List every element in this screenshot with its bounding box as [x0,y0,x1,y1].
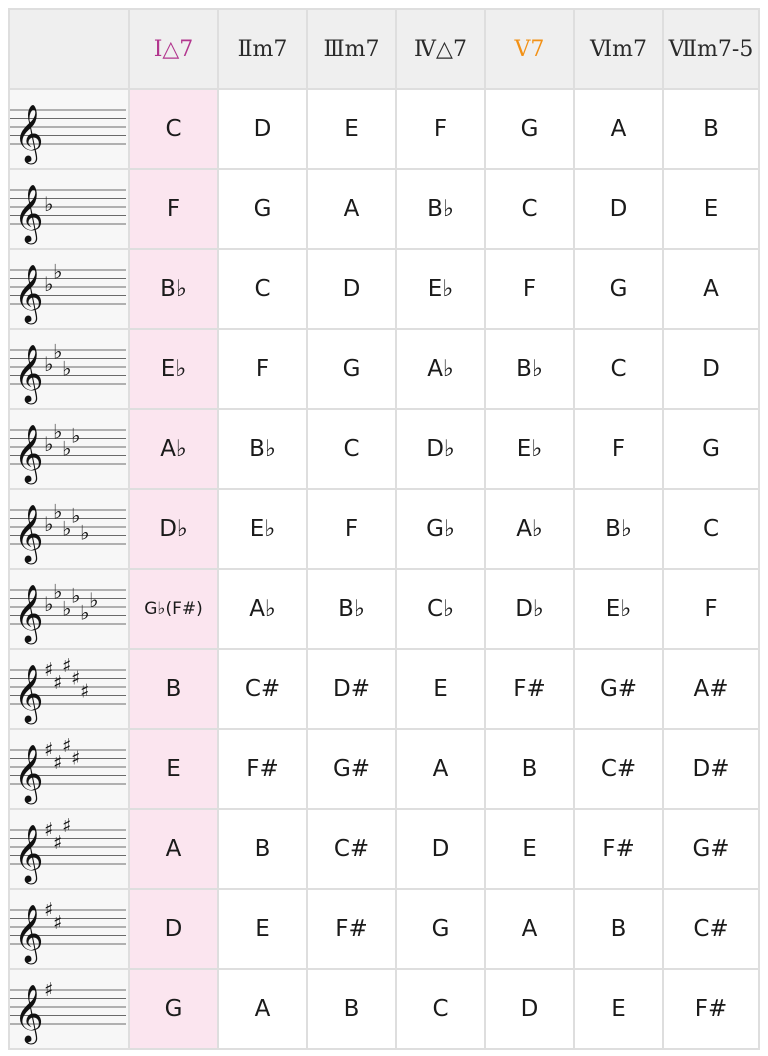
tonic-chord-cell: E [129,729,218,809]
tonic-chord-cell: G♭(F#) [129,569,218,649]
treble-clef-icon: 𝄞 [14,264,44,322]
key-signature-cell [9,809,129,889]
chord-cell: G [396,889,485,969]
degree-header-5: Ⅴ7 [485,9,574,89]
chord-cell: G [663,409,759,489]
key-signature-cell [9,969,129,1049]
tonic-chord-cell: G [129,969,218,1049]
chord-cell: A [663,249,759,329]
chord-cell: E [485,809,574,889]
chord-cell: G [218,169,307,249]
chord-cell: F [574,409,663,489]
chord-cell: B [307,969,396,1049]
sharp-accidental-icon: ♯ [44,659,54,681]
sharp-accidental-icon: ♯ [62,654,72,677]
tonic-chord-cell: A [129,809,218,889]
table-body [9,89,759,1049]
treble-clef-icon: 𝄞 [14,984,44,1042]
staff-icon [10,652,126,726]
chord-cell: E [663,169,759,249]
staff-icon [10,572,126,646]
flat-accidental-icon: ♭ [71,423,81,448]
sharp-accidental-icon: ♯ [71,747,81,770]
treble-clef-icon: 𝄞 [14,184,44,242]
chord-cell: G# [574,649,663,729]
sharp-accidental-icon: ♯ [62,814,72,837]
sharp-accidental-icon: ♯ [44,899,54,921]
staff-icon [10,812,126,886]
staff-icon [10,892,126,966]
chord-cell: G [485,89,574,169]
sharp-accidental-icon: ♯ [62,734,72,757]
chord-cell: A [396,729,485,809]
chord-cell: F [307,489,396,569]
chord-cell: B♭ [307,569,396,649]
chord-cell: D# [663,729,759,809]
chord-cell: F# [307,889,396,969]
flat-accidental-icon: ♭ [44,272,54,296]
flat-accidental-icon: ♭ [53,259,63,284]
chord-cell: C [485,169,574,249]
chord-cell: F [218,329,307,409]
chord-cell: E♭ [218,489,307,569]
chord-cell: B♭ [218,409,307,489]
staff-icon [10,332,126,406]
treble-clef-icon: 𝄞 [14,504,44,562]
degree-header-3: Ⅲm7 [307,9,396,89]
chord-cell: A [218,969,307,1049]
chord-cell: B [218,809,307,889]
chord-cell: E [307,89,396,169]
treble-clef-icon: 𝄞 [14,824,44,882]
chord-cell: D [307,249,396,329]
tonic-chord-cell: D [129,889,218,969]
flat-accidental-icon: ♭ [53,579,63,604]
staff-icon [10,732,126,806]
staff-icon [10,412,126,486]
tonic-chord-cell: B [129,649,218,729]
staff-icon [10,492,126,566]
treble-clef-icon: 𝄞 [14,584,44,642]
flat-accidental-icon: ♭ [53,499,63,524]
treble-clef-icon: 𝄞 [14,424,44,482]
key-row [9,489,759,569]
sharp-accidental-icon: ♯ [53,671,63,694]
flat-accidental-icon: ♭ [80,600,90,625]
tonic-chord-cell: B♭ [129,249,218,329]
chord-cell: C# [218,649,307,729]
flat-accidental-icon: ♭ [53,419,63,444]
chord-cell: E [218,889,307,969]
chord-cell: F# [663,969,759,1049]
tonic-chord-cell: E♭ [129,329,218,409]
chord-cell: C [663,489,759,569]
flat-accidental-icon: ♭ [44,432,54,456]
chord-cell: D♭ [396,409,485,489]
chord-cell: B♭ [396,169,485,249]
chord-cell: D [396,809,485,889]
key-signature-cell [9,409,129,489]
chord-cell: B♭ [574,489,663,569]
chord-cell: C [218,249,307,329]
diatonic-chord-table [8,8,760,1050]
chord-cell: D [663,329,759,409]
chord-cell: A♭ [485,489,574,569]
chord-cell: C# [307,809,396,889]
key-signature-cell [9,889,129,969]
chord-cell: C# [574,729,663,809]
key-row [9,809,759,889]
key-row [9,969,759,1049]
chord-cell: B [485,729,574,809]
chord-cell: A [485,889,574,969]
chord-cell: D♭ [485,569,574,649]
chord-cell: C [574,329,663,409]
flat-accidental-icon: ♭ [62,436,72,461]
flat-accidental-icon: ♭ [89,587,99,612]
chord-cell: F# [218,729,307,809]
chord-cell: G# [307,729,396,809]
key-signature-cell [9,729,129,809]
flat-accidental-icon: ♭ [44,352,54,376]
degree-header-1: Ⅰ△7 [129,9,218,89]
chord-cell: E♭ [574,569,663,649]
chord-cell: E [574,969,663,1049]
degree-header-4: Ⅳ△7 [396,9,485,89]
key-signature-cell [9,249,129,329]
chord-cell: C♭ [396,569,485,649]
chord-cell: B [663,89,759,169]
key-signature-cell [9,569,129,649]
key-row [9,169,759,249]
chord-cell: D [574,169,663,249]
tonic-chord-cell: A♭ [129,409,218,489]
sharp-accidental-icon: ♯ [53,831,63,854]
tonic-chord-cell: C [129,89,218,169]
chord-cell: G♭ [396,489,485,569]
flat-accidental-icon: ♭ [71,583,81,608]
flat-accidental-icon: ♭ [44,192,54,216]
chord-cell: C# [663,889,759,969]
chord-cell: F [663,569,759,649]
key-row [9,729,759,809]
flat-accidental-icon: ♭ [44,592,54,616]
chord-cell: F [396,89,485,169]
chord-cell: A [574,89,663,169]
degree-header-2: Ⅱm7 [218,9,307,89]
sharp-accidental-icon: ♯ [44,739,54,761]
key-row [9,649,759,729]
key-signature-header [9,9,129,89]
treble-clef-icon: 𝄞 [14,904,44,962]
sharp-accidental-icon: ♯ [53,911,63,934]
treble-clef-icon: 𝄞 [14,344,44,402]
header-row [9,9,759,89]
chord-cell: F [485,249,574,329]
flat-accidental-icon: ♭ [71,503,81,528]
flat-accidental-icon: ♭ [53,339,63,364]
chord-cell: D [485,969,574,1049]
chord-cell: A# [663,649,759,729]
key-signature-cell [9,329,129,409]
key-row [9,89,759,169]
treble-clef-icon: 𝄞 [14,664,44,722]
flat-accidental-icon: ♭ [44,512,54,536]
chord-cell: B [574,889,663,969]
chord-cell: C [307,409,396,489]
flat-accidental-icon: ♭ [62,516,72,541]
chord-cell: D# [307,649,396,729]
tonic-chord-cell: D♭ [129,489,218,569]
staff-icon [10,252,126,326]
key-signature-cell [9,169,129,249]
degree-header-6: Ⅵm7 [574,9,663,89]
staff-icon [10,92,126,166]
key-row [9,249,759,329]
chord-cell: F# [574,809,663,889]
chord-cell: E [396,649,485,729]
key-signature-cell [9,649,129,729]
flat-accidental-icon: ♭ [80,520,90,545]
key-row [9,569,759,649]
key-row [9,409,759,489]
flat-accidental-icon: ♭ [62,356,72,381]
tonic-chord-cell: F [129,169,218,249]
staff-icon [10,972,126,1046]
key-signature-cell [9,89,129,169]
chord-cell: G# [663,809,759,889]
chord-cell: A♭ [396,329,485,409]
treble-clef-icon: 𝄞 [14,104,44,162]
sharp-accidental-icon: ♯ [71,667,81,690]
flat-accidental-icon: ♭ [62,596,72,621]
staff-icon [10,172,126,246]
chord-cell: E♭ [396,249,485,329]
treble-clef-icon: 𝄞 [14,744,44,802]
key-signature-cell [9,489,129,569]
sharp-accidental-icon: ♯ [44,979,54,1001]
chord-cell: F# [485,649,574,729]
chord-cell: G [574,249,663,329]
chord-cell: C [396,969,485,1049]
sharp-accidental-icon: ♯ [80,680,90,703]
key-row [9,329,759,409]
sharp-accidental-icon: ♯ [53,751,63,774]
chord-cell: G [307,329,396,409]
chord-cell: E♭ [485,409,574,489]
chord-cell: D [218,89,307,169]
chord-cell: B♭ [485,329,574,409]
chord-cell: A [307,169,396,249]
key-row [9,889,759,969]
degree-header-7: Ⅶm7-5 [663,9,759,89]
sharp-accidental-icon: ♯ [44,819,54,841]
chord-cell: A♭ [218,569,307,649]
